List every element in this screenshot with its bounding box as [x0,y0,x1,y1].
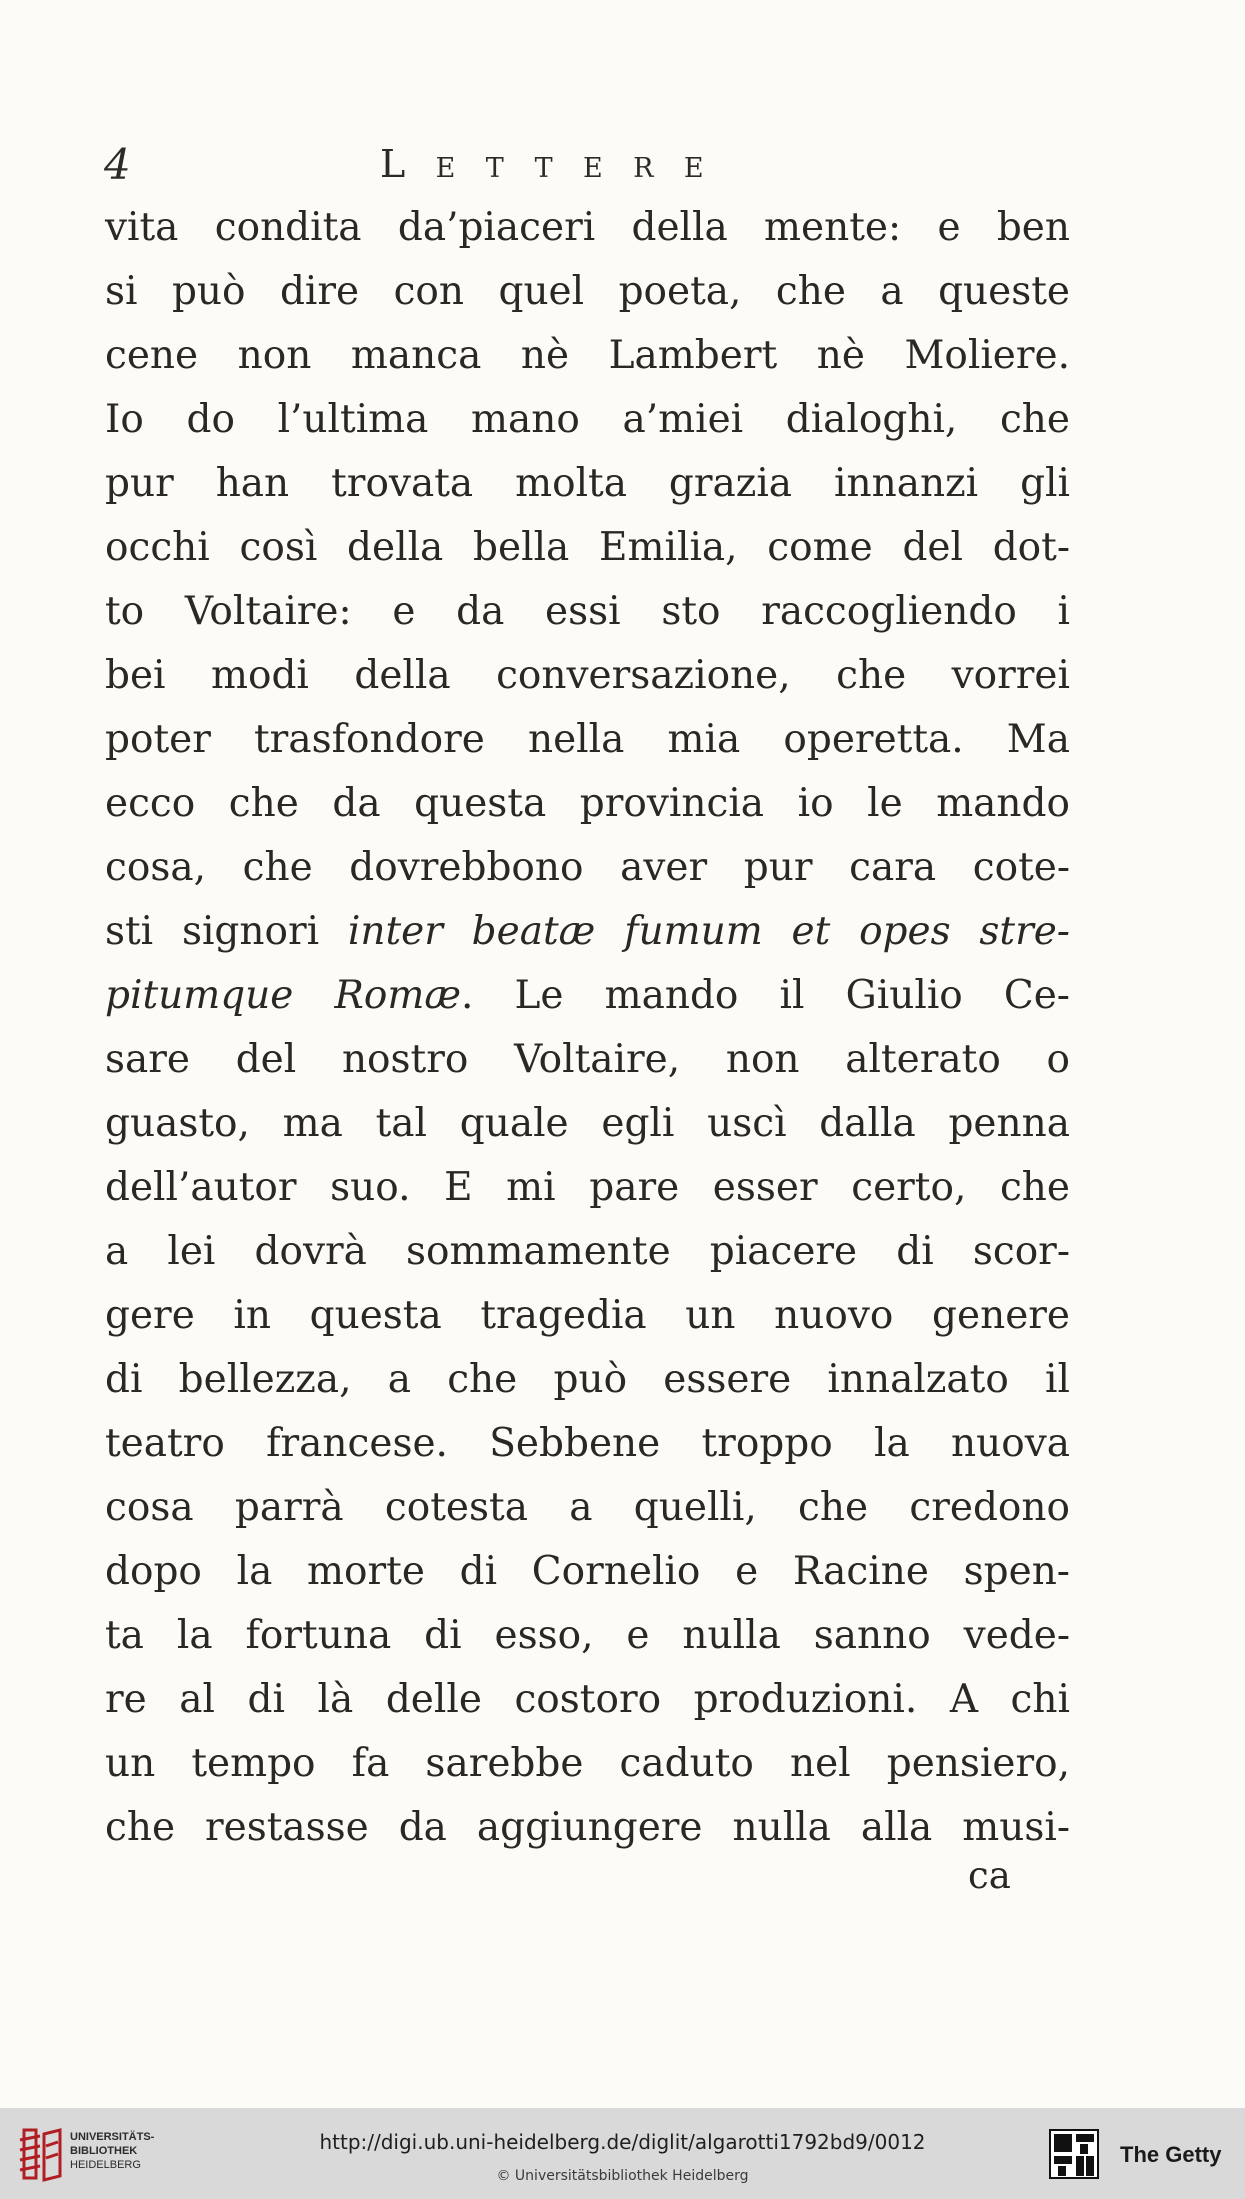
text-line: ta la fortuna di esso, e nulla sanno vede- [105,1613,1070,1658]
text-line-italic: pitumque Romæ [105,973,461,1018]
text-line: si può dire con quel poeta, che a queste [105,269,1070,314]
text-line: ecco che da questa provincia io le mando [105,781,1070,826]
text-line: bei modi della conversazione, che vorrei [105,653,1070,698]
text-line: occhi così della bella Emilia, come del dot- [105,525,1070,570]
text-line [105,964,1070,1028]
body-text [105,196,1070,1860]
text-line: guasto, ma tal quale egli uscì dalla penna [105,1101,1070,1146]
page-header [100,140,1100,190]
text-line: re al di là delle costoro produzioni. A chi [105,1677,1070,1722]
text-line: dopo la morte di Cornelio e Racine spen- [105,1549,1070,1594]
copyright-notice: © Universitätsbibliothek Heidelberg [496,2168,749,2184]
uni-name-line3: HEIDELBERG [70,2159,141,2171]
text-line: vita condita da’piaceri della mente: e ben [105,205,1070,250]
text-line: cosa parrà cotesta a quelli, che credono [105,1485,1070,1530]
text-line [105,900,1070,964]
text-line: cene non manca nè Lambert nè Moliere. [105,333,1070,378]
text-line: un tempo fa sarebbe caduto nel pensiero, [105,1741,1070,1786]
viewer-footer [0,2108,1245,2199]
text-line: a lei dovrà sommamente piacere di scor- [105,1229,1070,1274]
text-line: dell’autor suo. E mi pare esser certo, che [105,1165,1070,1210]
text-line: sare del nostro Voltaire, non alterato o [105,1037,1070,1082]
text-line-roman: sti signori [105,909,348,954]
text-line: che restasse da aggiungere nulla alla musi- [105,1805,1070,1850]
uni-name-line2: BIBLIOTHEK [70,2145,138,2157]
text-line-roman: . Le mando il Giulio Ce- [460,973,1070,1018]
getty-label: The Getty [1120,2142,1222,2167]
uni-name-line1: UNIVERSITÄTS- [70,2131,155,2143]
catchword: ca [968,1854,1011,1897]
text-line: pur han trovata molta grazia innanzi gli [105,461,1070,506]
text-line: Io do l’ultima mano a’miei dialoghi, che [105,397,1070,442]
show-through-ink [19,20,33,74]
text-line: poter trasfondore nella mia operetta. Ma [105,717,1070,762]
permalink-url[interactable]: http://digi.ub.uni-heidelberg.de/diglit/algarotti1792bd9/0012 [319,2130,926,2154]
page-number: 4 [104,140,131,189]
text-line: cosa, che dovrebbono aver pur cara cote- [105,845,1070,890]
text-line-italic: inter beatæ fumum et opes stre- [347,909,1070,954]
text-line: to Voltaire: e da essi sto raccogliendo i [105,589,1070,634]
text-line: di bellezza, a che può essere innalzato il [105,1357,1070,1402]
text-line: teatro francese. Sebbene troppo la nuova [105,1421,1070,1466]
running-title: Lettere [380,142,735,186]
getty-logo-icon[interactable] [1048,2128,1100,2180]
text-line: gere in questa tragedia un nuovo genere [105,1293,1070,1338]
